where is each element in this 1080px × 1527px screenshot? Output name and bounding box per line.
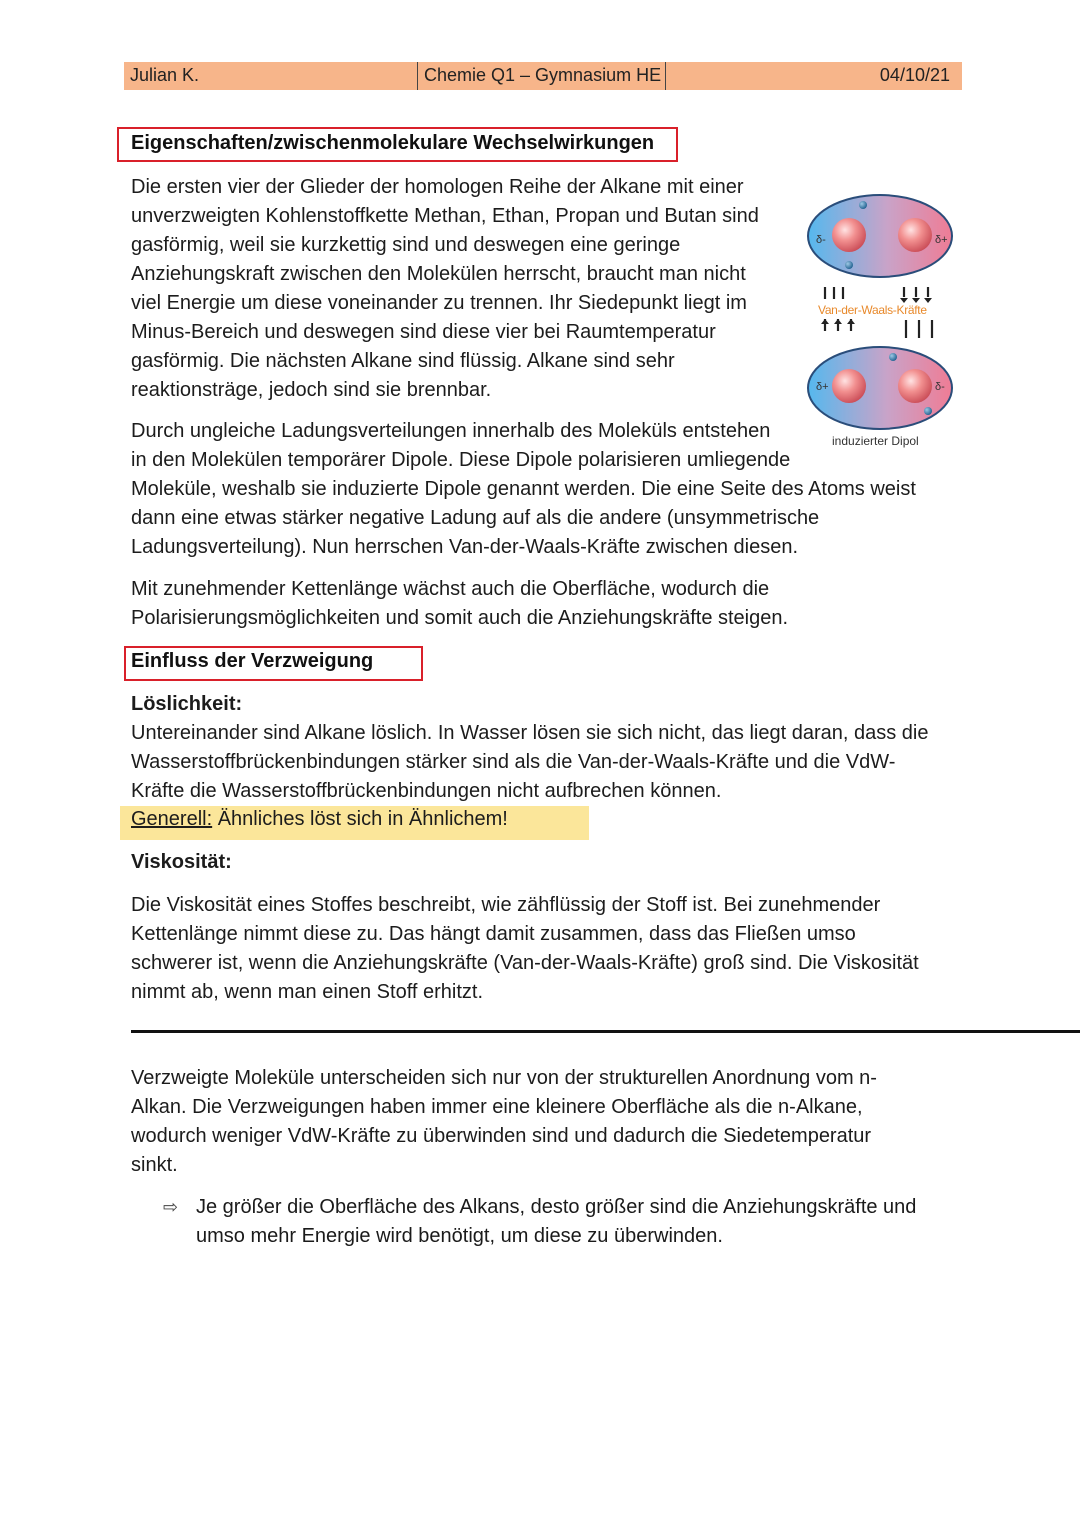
charge-label: δ+ <box>935 234 948 246</box>
vdw-forces-label: Van-der-Waals-Kräfte <box>818 303 927 317</box>
general-label: Generell: <box>131 808 213 830</box>
atom <box>832 369 866 403</box>
paragraph-chain-length: Mit zunehmender Kettenlänge wächst auch die Oberfläche, wodurch die Polarisierungsmöglichkeiten und somit auch die Anziehungskräfte steigen. <box>131 578 789 629</box>
document-header <box>124 62 962 90</box>
paragraph-dipoles: Durch ungleiche Ladungsverteilungen innerhalb des Moleküls entstehen in den Molekülen temporärer Dipole. Diese Dipole polarisieren umliegende Moleküle, weshalb sie induzierte Dipole genannt werden. Die eine Seite des Atoms weist dann eine etwas stärker negative Ladung auf als die andere (unsymmetrische Ladungsverteilung). Nun herrschen Van-der-Waals-Kräfte zwischen diesen. <box>131 420 916 558</box>
author-name: Julian K. <box>130 65 200 85</box>
electron <box>924 407 932 415</box>
figure-caption: induzierter Dipol <box>832 434 919 448</box>
header-divider <box>417 62 418 90</box>
electron <box>859 201 867 209</box>
electron <box>845 261 853 269</box>
document-date: 04/10/21 <box>879 65 950 85</box>
dipole-illustration <box>800 185 970 455</box>
subheading-viscosity: Viskosität: <box>131 851 232 873</box>
section-title: Einfluss der Verzweigung <box>131 650 374 672</box>
induced-dipole-figure <box>800 185 970 455</box>
paragraph-properties: Die ersten vier der Glieder der homologen Reihe der Alkane mit einer unverzweigten Kohlenstoffkette Methan, Ethan, Propan und Butan sind gasförmig, weil sie kurzkettig sind und deswegen eine geringe Anziehungskraft zwischen den Molekülen herrscht, braucht man nicht viel Energie um diese voneinander zu trennen. Ihr Siedepunkt liegt im Minus-Bereich und deswegen sind diese vier bei Raumtemperatur gasförmig. Die nächsten Alkane sind flüssig. Alkane sind sehr reaktionsträge, jedoch sind sie brennbar. <box>131 176 759 401</box>
course-title: Chemie Q1 – Gymnasium HE <box>424 65 662 85</box>
paragraph-viscosity: Die Viskosität eines Stoffes beschreibt, wie zähflüssig der Stoff ist. Bei zunehmender Kettenlänge nimmt diese zu. Das hängt damit zusammen, dass das Fließen umso schwerer ist, wenn die Anziehungskräfte (Van-der-Waals-Kräfte) groß sind. Die Viskosität nimmt ab, wenn man einen Stoff erhitzt. <box>131 894 919 1003</box>
arrow-right-icon: ⇨ <box>163 1197 179 1217</box>
section-title: Eigenschaften/zwischenmolekulare Wechselwirkungen <box>131 132 655 154</box>
charge-label: δ- <box>935 381 945 393</box>
conclusion-bullet: Je größer die Oberfläche des Alkans, desto größer sind die Anziehungskräfte und umso mehr Energie wird benötigt, um diese zu überwinden. <box>196 1196 917 1247</box>
paragraph-solubility: Untereinander sind Alkane löslich. In Wasser lösen sie sich nicht, das liegt daran, dass die Wasserstoffbrückenbindungen stärker sind als die Van-der-Waals-Kräfte und die VdW- Kräfte die Wasserstoffbrückenbindungen nicht aufbrechen können. <box>131 722 929 802</box>
atom <box>898 369 932 403</box>
charge-label: δ- <box>816 234 826 246</box>
charge-label: δ+ <box>816 381 829 393</box>
general-text: Ähnliches löst sich in Ähnlichem! <box>217 808 508 830</box>
subheading-solubility: Löslichkeit: <box>131 693 243 715</box>
paragraph-branching: Verzweigte Moleküle unterscheiden sich nur von der strukturellen Anordnung vom n- Alkan. Die Verzweigungen haben immer eine kleinere Oberfläche als die n-Alkane, wodurch weniger VdW-Kräfte zu überwinden sind und dadurch die Siedetemperatur sinkt. <box>131 1067 877 1176</box>
atom <box>898 218 932 252</box>
electron <box>889 353 897 361</box>
atom <box>832 218 866 252</box>
horizontal-rule <box>131 1030 1080 1033</box>
general-rule <box>131 805 508 834</box>
header-divider <box>665 62 666 90</box>
